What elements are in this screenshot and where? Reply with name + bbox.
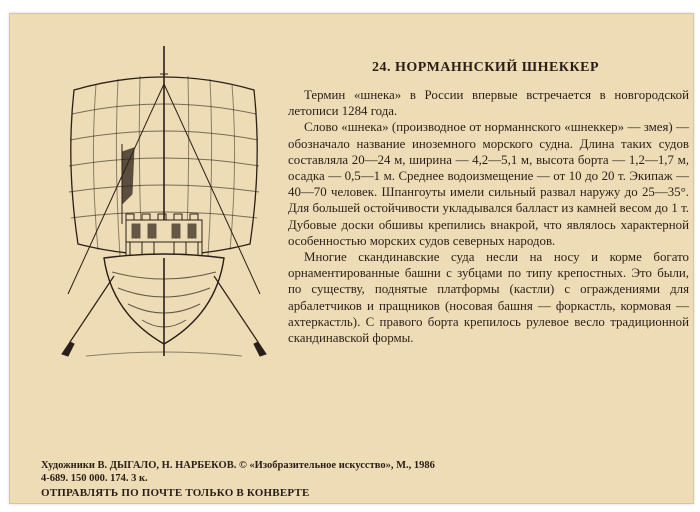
mail-note: ОТПРАВЛЯТЬ ПО ПОЧТЕ ТОЛЬКО В КОНВЕРТЕ	[41, 487, 310, 499]
description-text	[288, 87, 689, 346]
card-title: 24. НОРМАННСКИЙ ШНЕККЕР	[372, 60, 600, 75]
print-info: 4-689. 150 000. 174. 3 к.	[41, 473, 148, 484]
paragraph-1: Термин «шнека» в России впервые встречается в новгородской летописи 1284 года.	[288, 88, 689, 119]
footer	[41, 459, 661, 500]
postcard	[9, 13, 694, 504]
paragraph-2: Слово «шнека» (производное от норманнского «шнеккер» — змея) — обозначало название иноземного морского судна. Длина таких судов составляла 20—24 м, ширина — 4,2—5,1 м, высота борта — 1,2—1,7 м, осадка — 0,5—1 м. Среднее водоизмещение — от 10 до 20 т. Экипаж — 40—70 человек. Шпангоуты имели сильный развал наружу до 25—35°. Для большей остойчивости укладывался балласт из камней весом до 1 т. Дубовые доски обшивы крепились внакрой, что являлось характерной особенностью морских судов северных народов.	[288, 120, 689, 248]
artists-credit: Художники В. ДЫГАЛО, Н. НАРБЕКОВ. © «Изобразительное искусство», М., 1986	[41, 460, 435, 471]
ship-illustration	[56, 44, 272, 364]
paragraph-3: Многие скандинавские суда несли на носу и корме богато орнаментированные башни с зубцами по типу крепостных. Это были, по существу, поднятые платформы (кастли) с ограждениями для арбалетчиков и пращников (носовая башня — форкастль, кормовая — ахтеркастль). С правого борта крепилось рулевое весло традиционной скандинавской формы.	[288, 250, 689, 346]
